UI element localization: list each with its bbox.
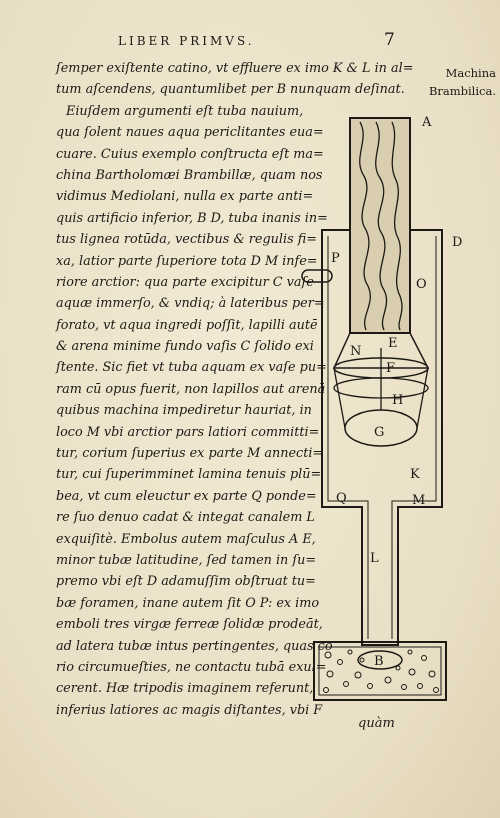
label-a: A	[422, 115, 432, 130]
text-line: ad latera tubæ intus pertingentes, quas co	[56, 638, 333, 654]
text-line: aquæ immerſo, & vndiq; à lateribus per=	[56, 296, 325, 312]
label-h: H	[392, 393, 404, 408]
text-line: exquiſitè. Embolus autem maſculus A E,	[56, 531, 316, 547]
text-line: minor tubæ latitudine, ſed tamen in ſu=	[56, 552, 317, 568]
text-line: cerent. Hæ tripodis imaginem referunt,	[56, 681, 314, 697]
text-line: & arena minime fundo vaſis C ſolido exi	[56, 339, 314, 355]
text-line: xa, latior parte ſuperiore tota D M infe=	[56, 253, 318, 269]
label-l: L	[370, 551, 379, 566]
margin-note-line-2: Brambilica.	[428, 84, 496, 98]
cage-rods	[334, 348, 428, 428]
text-line: ſemper exiſtente catino, vt effluere ex imo K & L in al=	[56, 61, 414, 76]
label-d: D	[452, 235, 463, 250]
label-e: E	[388, 336, 398, 351]
label-m: M	[412, 493, 426, 508]
label-g: G	[374, 425, 385, 440]
text-line: riore arctior: qua parte excipitur C vaſe	[56, 274, 314, 290]
text-line: tus lignea rotūda, vectibus & regulis fi=	[56, 232, 318, 248]
text-line: tur, cui ſuperimminet lamina tenuis plū=	[56, 467, 322, 483]
text-line: china Bartholomæi Brambillæ, quam nos	[56, 167, 323, 183]
label-b: B	[374, 654, 384, 669]
text-line: ſtente. Sic fiet vt tuba aquam ex vaſe pu=	[56, 360, 327, 376]
pump-woodcut-figure	[300, 100, 500, 720]
text-line: vidimus Mediolani, nulla ex parte anti=	[56, 189, 314, 205]
text-line: quis artificio inferior, B D, tuba inanis in=	[56, 210, 328, 226]
text-line: premo vbi eſt D adamuſſim obſtruat tu=	[56, 574, 316, 590]
label-n: N	[350, 344, 362, 359]
label-p: P	[331, 251, 340, 266]
page-header	[0, 28, 500, 52]
text-line: Eiuſdem argumenti eſt tuba nauium,	[66, 103, 304, 119]
text-line: tum aſcendens, quantumlibet per B nunquam deſinat.	[56, 82, 405, 98]
text-line: tur, corium ſuperius ex parte M annecti=	[56, 446, 324, 462]
text-line: loco M vbi arctior pars latiori committi=	[56, 424, 320, 440]
margin-note-line-1: Machina	[445, 66, 496, 80]
catchword: quàm	[358, 716, 395, 731]
label-k: K	[410, 467, 420, 482]
label-f: F	[386, 361, 396, 376]
label-o: O	[416, 277, 427, 292]
label-q: Q	[336, 491, 347, 506]
text-line: bea, vt cum eleuctur ex parte Q ponde=	[56, 488, 317, 504]
text-line: ram cū opus fuerit, non lapillos aut arenā	[56, 381, 326, 397]
text-line: qua ſolent naues aqua periclitantes eua=	[56, 125, 324, 141]
running-head: LIBER PRIMVS.	[118, 34, 255, 48]
text-line: rio circumueſties, ne contactu tubā exul=	[56, 659, 327, 675]
text-line: re ſuo denuo cadat & integat canalem L	[56, 510, 315, 526]
text-line: forato, vt aqua ingredi poſſit, lapilli autē	[56, 317, 318, 333]
text-line: inferius latiores ac magis diſtantes, vbi F	[56, 702, 323, 718]
text-line: quibus machina impediretur hauriat, in	[56, 403, 312, 419]
page-number: 7	[384, 30, 395, 50]
text-line: emboli tres virgæ ferreæ ſolidæ prodeāt,	[56, 617, 323, 633]
text-line: bæ foramen, inane autem ſit O P: ex imo	[56, 595, 320, 611]
text-line: cuare. Cuius exemplo conſtructa eſt ma=	[56, 146, 324, 162]
